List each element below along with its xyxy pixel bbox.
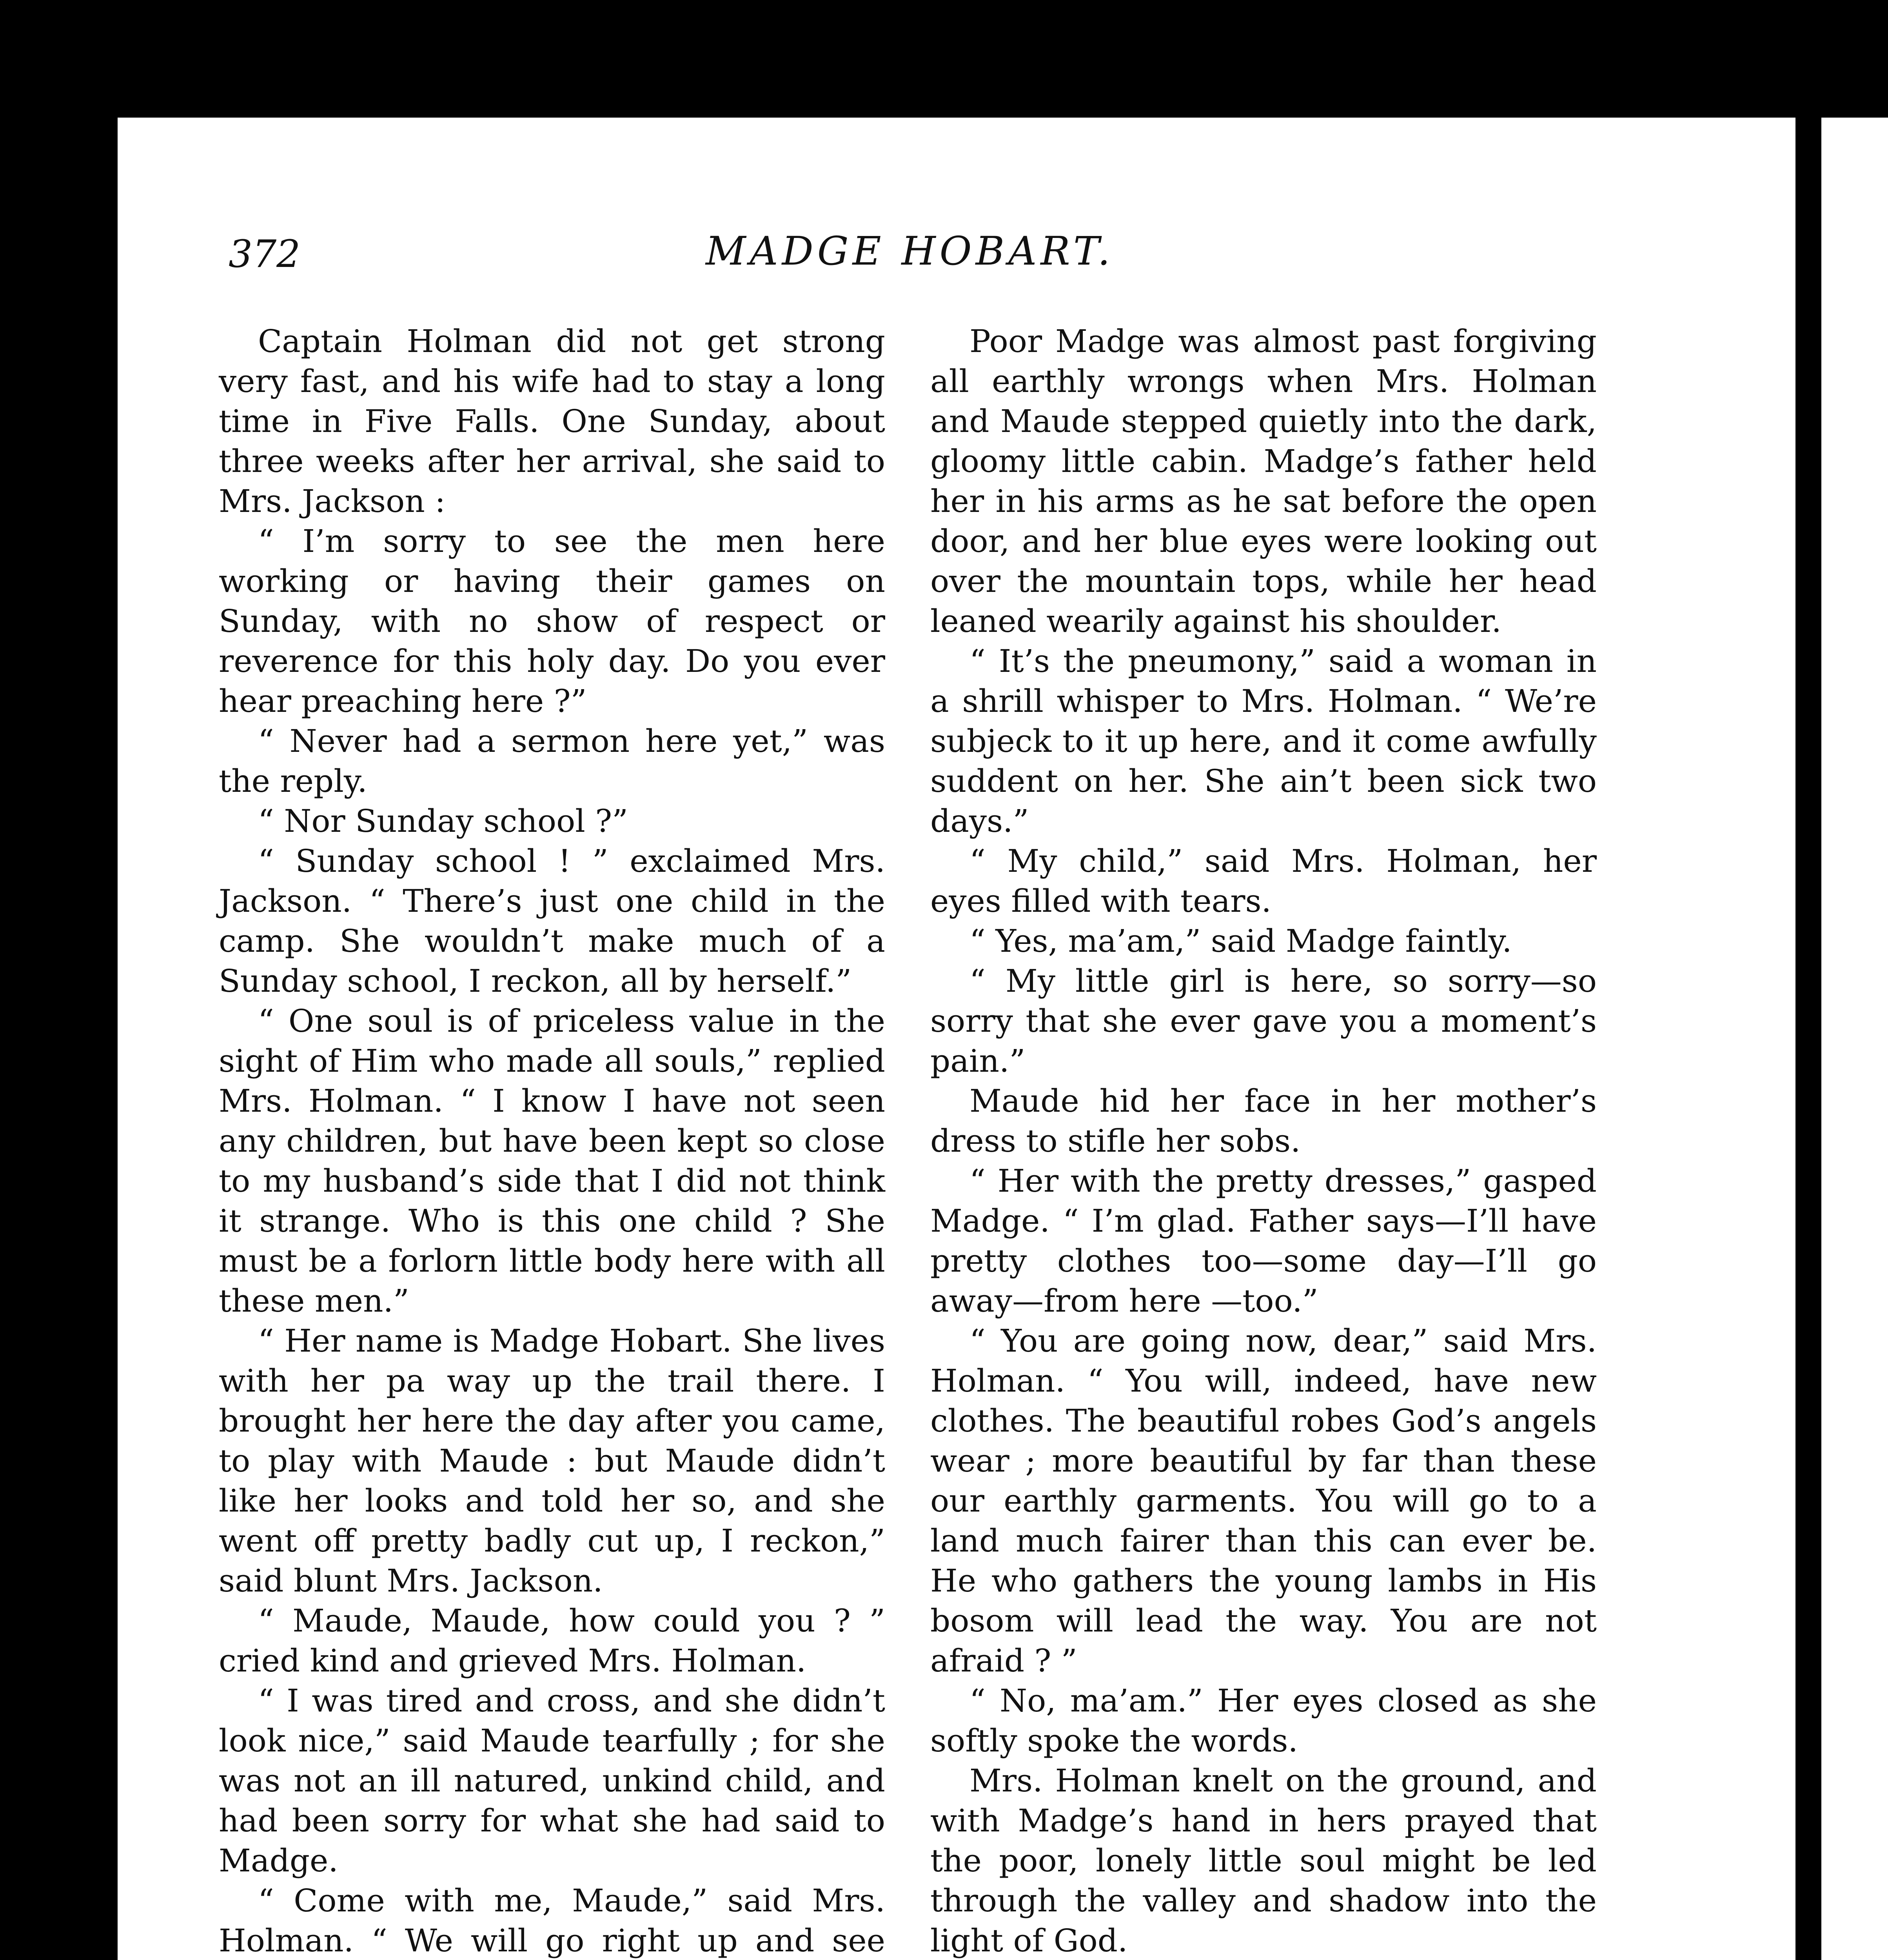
right-column <box>930 321 1597 1960</box>
left-column <box>219 321 885 1960</box>
adjacent-page-edge <box>1821 118 1888 1960</box>
paragraph: “ Yes, ma’am,” said Madge faintly. <box>969 923 1512 959</box>
paragraph: “ It’s the pneumony,” said a woman in a shrill whisper to Mrs. Holman. “ We’re subjeck to it up here, and it come awfully suddent on her. She ain’t been sick two days.” <box>930 643 1597 839</box>
page-number: 372 <box>229 232 301 276</box>
paragraph: “ Come with me, Maude,” said Mrs. Holman. “ We will go right up and see <box>219 1882 885 1959</box>
paragraph: “ My little girl is here, so sorry—so sorry that she ever gave you a moment’s pain.” <box>930 963 1597 1079</box>
paragraph: “ Maude, Maude, how could you ? ” cried kind and grieved Mrs. Holman. <box>219 1602 885 1679</box>
paragraph: Captain Holman did not get strong very fast, and his wife had to stay a long time in Five Falls. One Sunday, about three weeks after her arrival, she said to Mrs. Jackson : <box>219 323 885 519</box>
paragraph: “ One soul is of priceless value in the sight of Him who made all souls,” replied Mrs. Holman. “ I know I have not seen any children, but have been kept so close to my husband’s side that I did not think it strange. Who is this one child ? She must be a forlorn little body here with all these men.” <box>219 1003 885 1319</box>
paragraph: “ Never had a sermon here yet,” was the reply. <box>219 723 885 799</box>
paragraph: “ I was tired and cross, and she didn’t look nice,” said Maude tearfully ; for she was not an ill natured, unkind child, and had been sorry for what she had said to Madge. <box>219 1682 885 1879</box>
paragraph: Mrs. Holman knelt on the ground, and with Madge’s hand in hers prayed that the poor, lonely little soul might be led through the valley and shadow into the light of God. <box>930 1762 1597 1959</box>
paragraph: “ No, ma’am.” Her eyes closed as she softly spoke the words. <box>930 1682 1597 1759</box>
paragraph: “ Sunday school ! ” exclaimed Mrs. Jackson. “ There’s just one child in the camp. She wouldn’t make much of a Sunday school, I reckon, all by herself.” <box>219 843 885 999</box>
paragraph: “ You are going now, dear,” said Mrs. Holman. “ You will, indeed, have new clothes. The beautiful robes God’s angels wear ; more beautiful by far than these our earthly garments. You will go to a land much fairer than this can ever be. He who gathers the young lambs in His bosom will lead the way. You are not afraid ? ” <box>930 1323 1597 1679</box>
paragraph: “ My child,” said Mrs. Holman, her eyes filled with tears. <box>930 843 1597 919</box>
paragraph: “ I’m sorry to see the men here working or having their games on Sunday, with no show of respect or reverence for this holy day. Do you ever hear preaching here ?” <box>219 523 885 719</box>
paragraph: “ Her with the pretty dresses,” gasped Madge. “ I’m glad. Father says—I’ll have pretty clothes too—some day—I’ll go away—from here —too.” <box>930 1163 1597 1319</box>
paragraph: “ Her name is Madge Hobart. She lives with her pa way up the trail there. I brought her here the day after you came, to play with Maude : but Maude didn’t like her looks and told her so, and she went off pretty badly cut up, I reckon,” said blunt Mrs. Jackson. <box>219 1323 885 1599</box>
page-gutter <box>1795 118 1821 1960</box>
paragraph: “ Nor Sunday school ?” <box>258 803 628 839</box>
paragraph: Poor Madge was almost past forgiving all earthly wrongs when Mrs. Holman and Maude stepped quietly into the dark, gloomy little cabin. Madge’s father held her in his arms as he sat before the open door, and her blue eyes were looking out over the mountain tops, while her head leaned wearily against his shoulder. <box>930 323 1597 639</box>
paragraph: Maude hid her face in her mother’s dress to stifle her sobs. <box>930 1083 1597 1159</box>
book-page <box>118 118 1795 1960</box>
running-head <box>118 118 1795 321</box>
running-title: MADGE HOBART. <box>706 228 1114 274</box>
